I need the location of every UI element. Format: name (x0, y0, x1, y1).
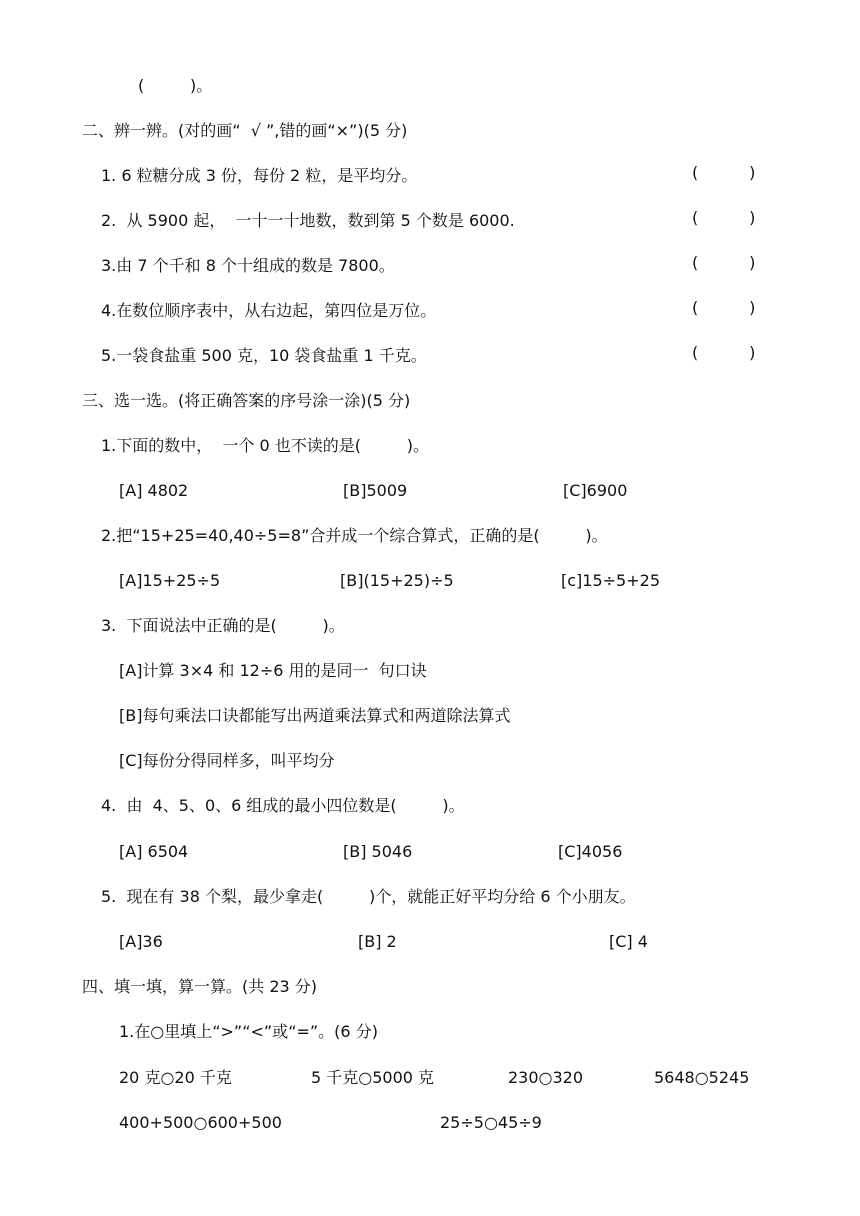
choice-q3-stem: 3. 下面说法中正确的是( )。 (101, 616, 345, 635)
choice-q2-stem: 2.把“15+25=40,40÷5=8”合并成一个综合算式，正确的是( )。 (101, 526, 608, 545)
judge-item-5: 5.一袋食盐重 500 克，10 袋食盐重 1 千克。 (101, 346, 427, 365)
choice-q5-option-c[interactable]: [C] 4 (609, 932, 648, 951)
choice-q1-stem: 1.下面的数中， 一个 0 也不读的是( )。 (101, 436, 430, 455)
choice-q2-option-c[interactable]: [c]15÷5+25 (561, 571, 660, 590)
judge-item-2: 2. 从 5900 起， 一十一十地数，数到第 5 个数是 6000. (101, 211, 515, 230)
judge-item-1: 1. 6 粒糖分成 3 份，每份 2 粒，是平均分。 (101, 166, 418, 185)
judge-item-5-answer-blank[interactable]: ( ) (692, 343, 756, 362)
choice-q1-option-a[interactable]: [A] 4802 (119, 481, 189, 500)
compare-item-5[interactable]: 400+500○600+500 (119, 1113, 282, 1132)
choice-q4-option-a[interactable]: [A] 6504 (119, 842, 189, 861)
choice-q5-option-a[interactable]: [A]36 (119, 932, 163, 951)
section-2-heading: 二、辨一辨。(对的画“ √ ”,错的画“×”)(5 分) (82, 121, 408, 140)
choice-q2-option-a[interactable]: [A]15+25÷5 (119, 571, 221, 590)
choice-q1-option-c[interactable]: [C]6900 (563, 481, 628, 500)
choice-q5-stem: 5. 现在有 38 个梨，最少拿走( )个，就能正好平均分给 6 个小朋友。 (101, 887, 636, 906)
judge-item-2-answer-blank[interactable]: ( ) (692, 208, 756, 227)
compare-item-1[interactable]: 20 克○20 千克 (119, 1068, 232, 1087)
choice-q3-option-a[interactable]: [A]计算 3×4 和 12÷6 用的是同一 句口诀 (119, 661, 427, 680)
compare-item-4[interactable]: 5648○5245 (654, 1068, 750, 1087)
section-3-heading: 三、选一选。(将正确答案的序号涂一涂)(5 分) (82, 391, 411, 410)
previous-answer-blank: ( )。 (138, 76, 213, 95)
choice-q1-option-b[interactable]: [B]5009 (343, 481, 408, 500)
judge-item-4-answer-blank[interactable]: ( ) (692, 298, 756, 317)
compare-item-3[interactable]: 230○320 (508, 1068, 584, 1087)
judge-item-1-answer-blank[interactable]: ( ) (692, 163, 756, 182)
compare-item-6[interactable]: 25÷5○45÷9 (440, 1113, 542, 1132)
choice-q5-option-b[interactable]: [B] 2 (358, 932, 397, 951)
choice-q4-option-b[interactable]: [B] 5046 (343, 842, 413, 861)
choice-q4-option-c[interactable]: [C]4056 (558, 842, 623, 861)
choice-q4-stem: 4. 由 4、5、0、6 组成的最小四位数是( )。 (101, 796, 465, 815)
choice-q3-option-b[interactable]: [B]每句乘法口诀都能写出两道乘法算式和两道除法算式 (119, 706, 511, 725)
choice-q3-option-c[interactable]: [C]每份分得同样多，叫平均分 (119, 751, 335, 770)
compare-item-2[interactable]: 5 千克○5000 克 (311, 1068, 435, 1087)
judge-item-3: 3.由 7 个千和 8 个十组成的数是 7800。 (101, 256, 395, 275)
choice-q2-option-b[interactable]: [B](15+25)÷5 (340, 571, 454, 590)
compare-instruction: 1.在○里填上“>”“<”或“=”。(6 分) (119, 1022, 378, 1041)
judge-item-4: 4.在数位顺序表中，从右边起，第四位是万位。 (101, 301, 437, 320)
judge-item-3-answer-blank[interactable]: ( ) (692, 253, 756, 272)
section-4-heading: 四、填一填，算一算。(共 23 分) (82, 977, 318, 996)
